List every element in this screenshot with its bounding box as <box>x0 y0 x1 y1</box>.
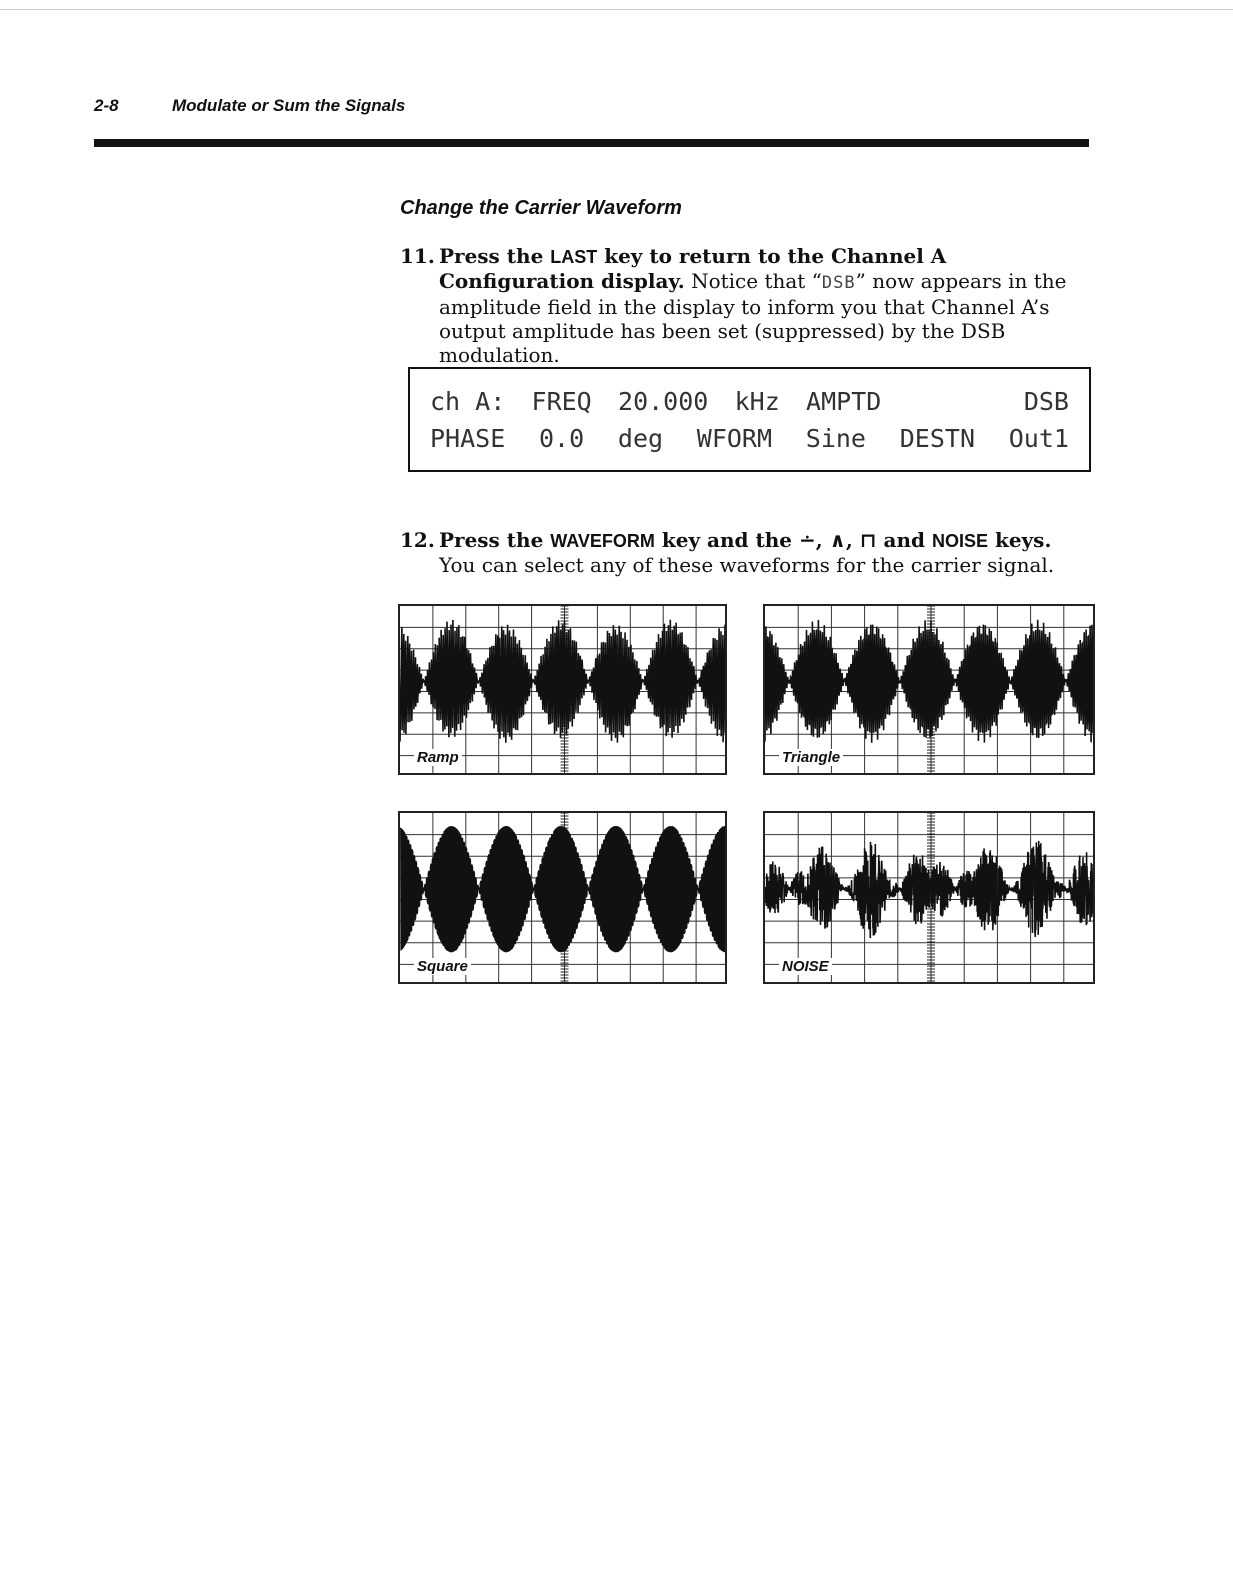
display-field: ch A: <box>430 387 506 416</box>
display-field: kHz <box>734 387 780 416</box>
step-number: 12. <box>400 528 435 552</box>
channel-a-config-display <box>408 367 1091 472</box>
display-field: AMPTD <box>806 387 882 416</box>
display-field: 0.0 <box>539 424 585 453</box>
body-text: Notice that “ <box>684 269 822 293</box>
chapter-title: Modulate or Sum the Signals <box>172 96 406 115</box>
display-field: FREQ <box>531 387 592 416</box>
scope-square <box>398 811 727 984</box>
scope-label: Ramp <box>414 749 462 766</box>
section-title: Change the Carrier Waveform <box>400 197 682 219</box>
display-field-blank <box>908 387 998 416</box>
instruction-text: Press the <box>439 528 551 552</box>
display-field: DESTN <box>899 424 975 453</box>
scope-ramp <box>398 604 727 775</box>
scope-label: Triangle <box>779 749 843 766</box>
waveform-trace <box>765 620 1095 743</box>
running-header <box>94 96 405 116</box>
waveform-key: WAVEFORM <box>550 531 655 551</box>
scope-triangle <box>763 604 1095 775</box>
body-text: You can select any of these waveforms for the carrier signal. <box>439 553 1055 577</box>
step-11 <box>400 244 1090 367</box>
display-field: Out1 <box>1008 424 1069 453</box>
step-12 <box>400 528 1090 577</box>
display-field: Sine <box>805 424 866 453</box>
display-field: WFORM <box>696 424 773 453</box>
waveform-symbols-icon: ∸, ∧, ⊓ <box>798 528 877 552</box>
body-text: ” now appears in the amplitude field in the display to inform you that Channel A’s output amplitude has been set (suppressed) by the DSB modulation. <box>439 269 1067 367</box>
display-field: deg <box>617 424 664 453</box>
noise-key: NOISE <box>932 531 989 551</box>
instruction-text: and <box>876 528 932 552</box>
lcd-word: DSB <box>821 273 856 293</box>
header-rule <box>94 139 1089 147</box>
step-text <box>439 244 1090 367</box>
display-row-1 <box>430 387 1069 416</box>
instruction-text: key and the <box>654 528 799 552</box>
display-field: PHASE <box>430 424 506 453</box>
display-field: DSB <box>1023 387 1069 416</box>
instruction-text: key to return to the Channel A Configuration display. <box>439 244 947 293</box>
scope-label: NOISE <box>779 958 832 975</box>
step-number: 11. <box>400 244 435 268</box>
waveform-trace <box>400 827 727 952</box>
display-row-2 <box>430 424 1069 453</box>
instruction-text: Press the <box>439 244 551 268</box>
instruction-text: keys. <box>988 528 1052 552</box>
scope-label: Square <box>414 958 471 975</box>
waveform-trace <box>400 620 727 743</box>
display-field: 20.000 <box>618 387 709 416</box>
scope-noise <box>763 811 1095 984</box>
page-number: 2-8 <box>94 96 119 115</box>
last-key: LAST <box>550 247 598 267</box>
step-text <box>439 528 1090 577</box>
page-top-edge <box>0 9 1233 10</box>
